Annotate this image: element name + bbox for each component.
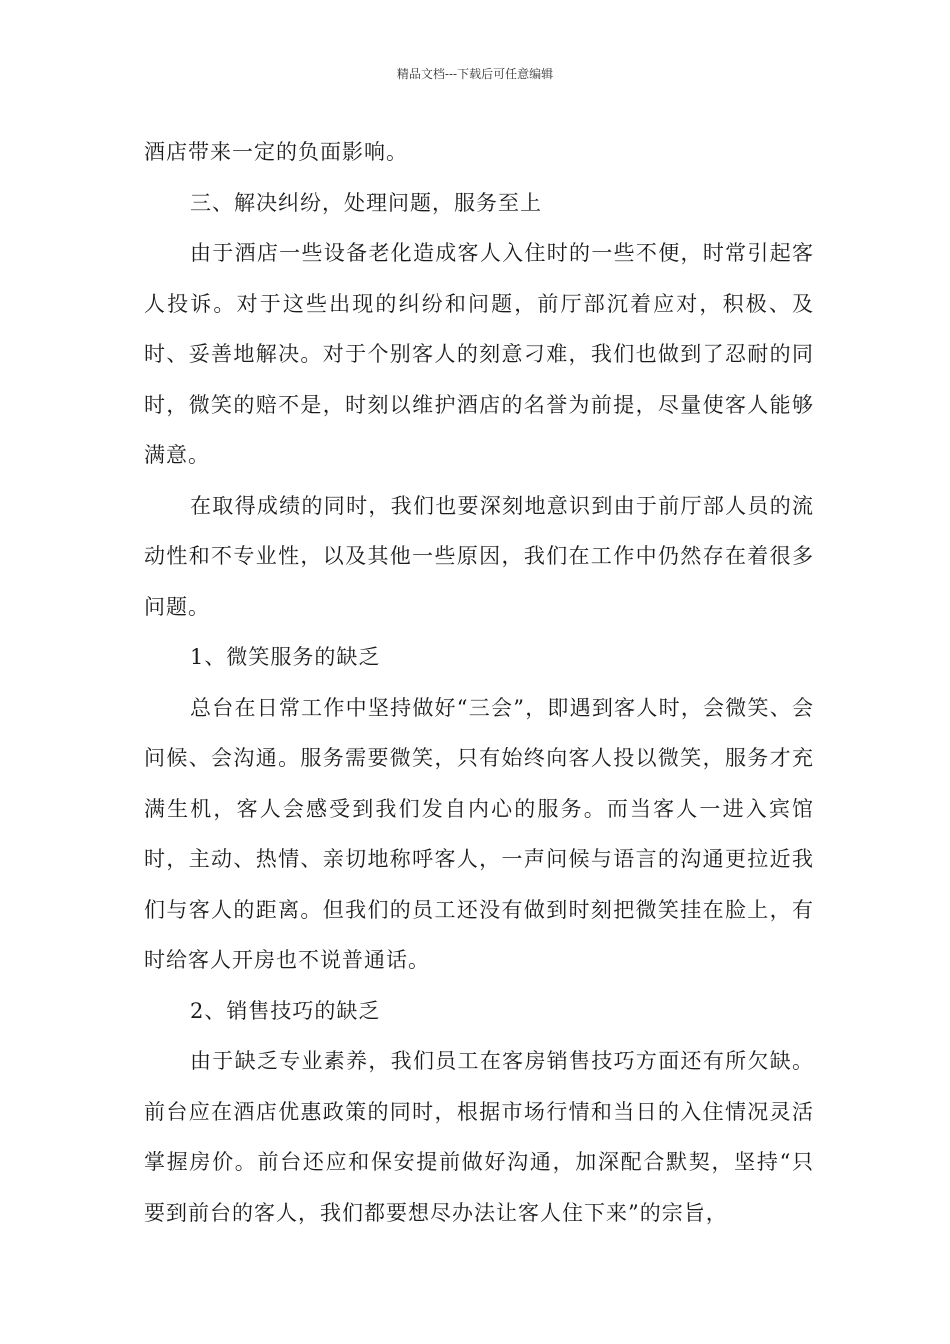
page-header: 精品文档---下载后可任意编辑 [396,67,554,81]
subsection-heading: 1、微笑服务的缺乏 [190,645,381,669]
section-heading: 三、解决纠纷，处理问题，服务至上 [190,190,542,215]
subsection-heading: 2、销售技巧的缺乏 [190,998,381,1023]
document-body [144,127,814,1238]
paragraph: 酒店带来一定的负面影响。 [144,140,408,164]
paragraph: 在取得成绩的同时，我们也要深刻地意识到由于前厅部人员的流动性和不专业性，以及其他一些原因，我们在工作中仍然存在着很多问题。 [144,493,814,619]
paragraph: 由于缺乏专业素养，我们员工在客房销售技巧方面还有所欠缺。前台应在酒店优惠政策的同时，根据市场行情和当日的入住情况灵活掌握房价。前台还应和保安提前做好沟通，加深配合默契，坚持“只要到前台的客人，我们都要想尽办法让客人住下来”的宗旨， [144,1049,814,1225]
paragraph: 由于酒店一些设备老化造成客人入住时的一些不便，时常引起客人投诉。对于这些出现的纠纷和问题，前厅部沉着应对，积极、及时、妥善地解决。对于个别客人的刻意刁难，我们也做到了忍耐的同时，微笑的赔不是，时刻以维护酒店的名誉为前提，尽量使客人能够满意。 [144,241,814,467]
paragraph: 总台在日常工作中坚持做好“三会”，即遇到客人时，会微笑、会问候、会沟通。服务需要微笑，只有始终向客人投以微笑，服务才充满生机，客人会感受到我们发自内心的服务。而当客人一进入宾馆时，主动、热情、亲切地称呼客人，一声问候与语言的沟通更拉近我们与客人的距离。但我们的员工还没有做到时刻把微笑挂在脸上，有时给客人开房也不说普通话。 [144,695,814,972]
